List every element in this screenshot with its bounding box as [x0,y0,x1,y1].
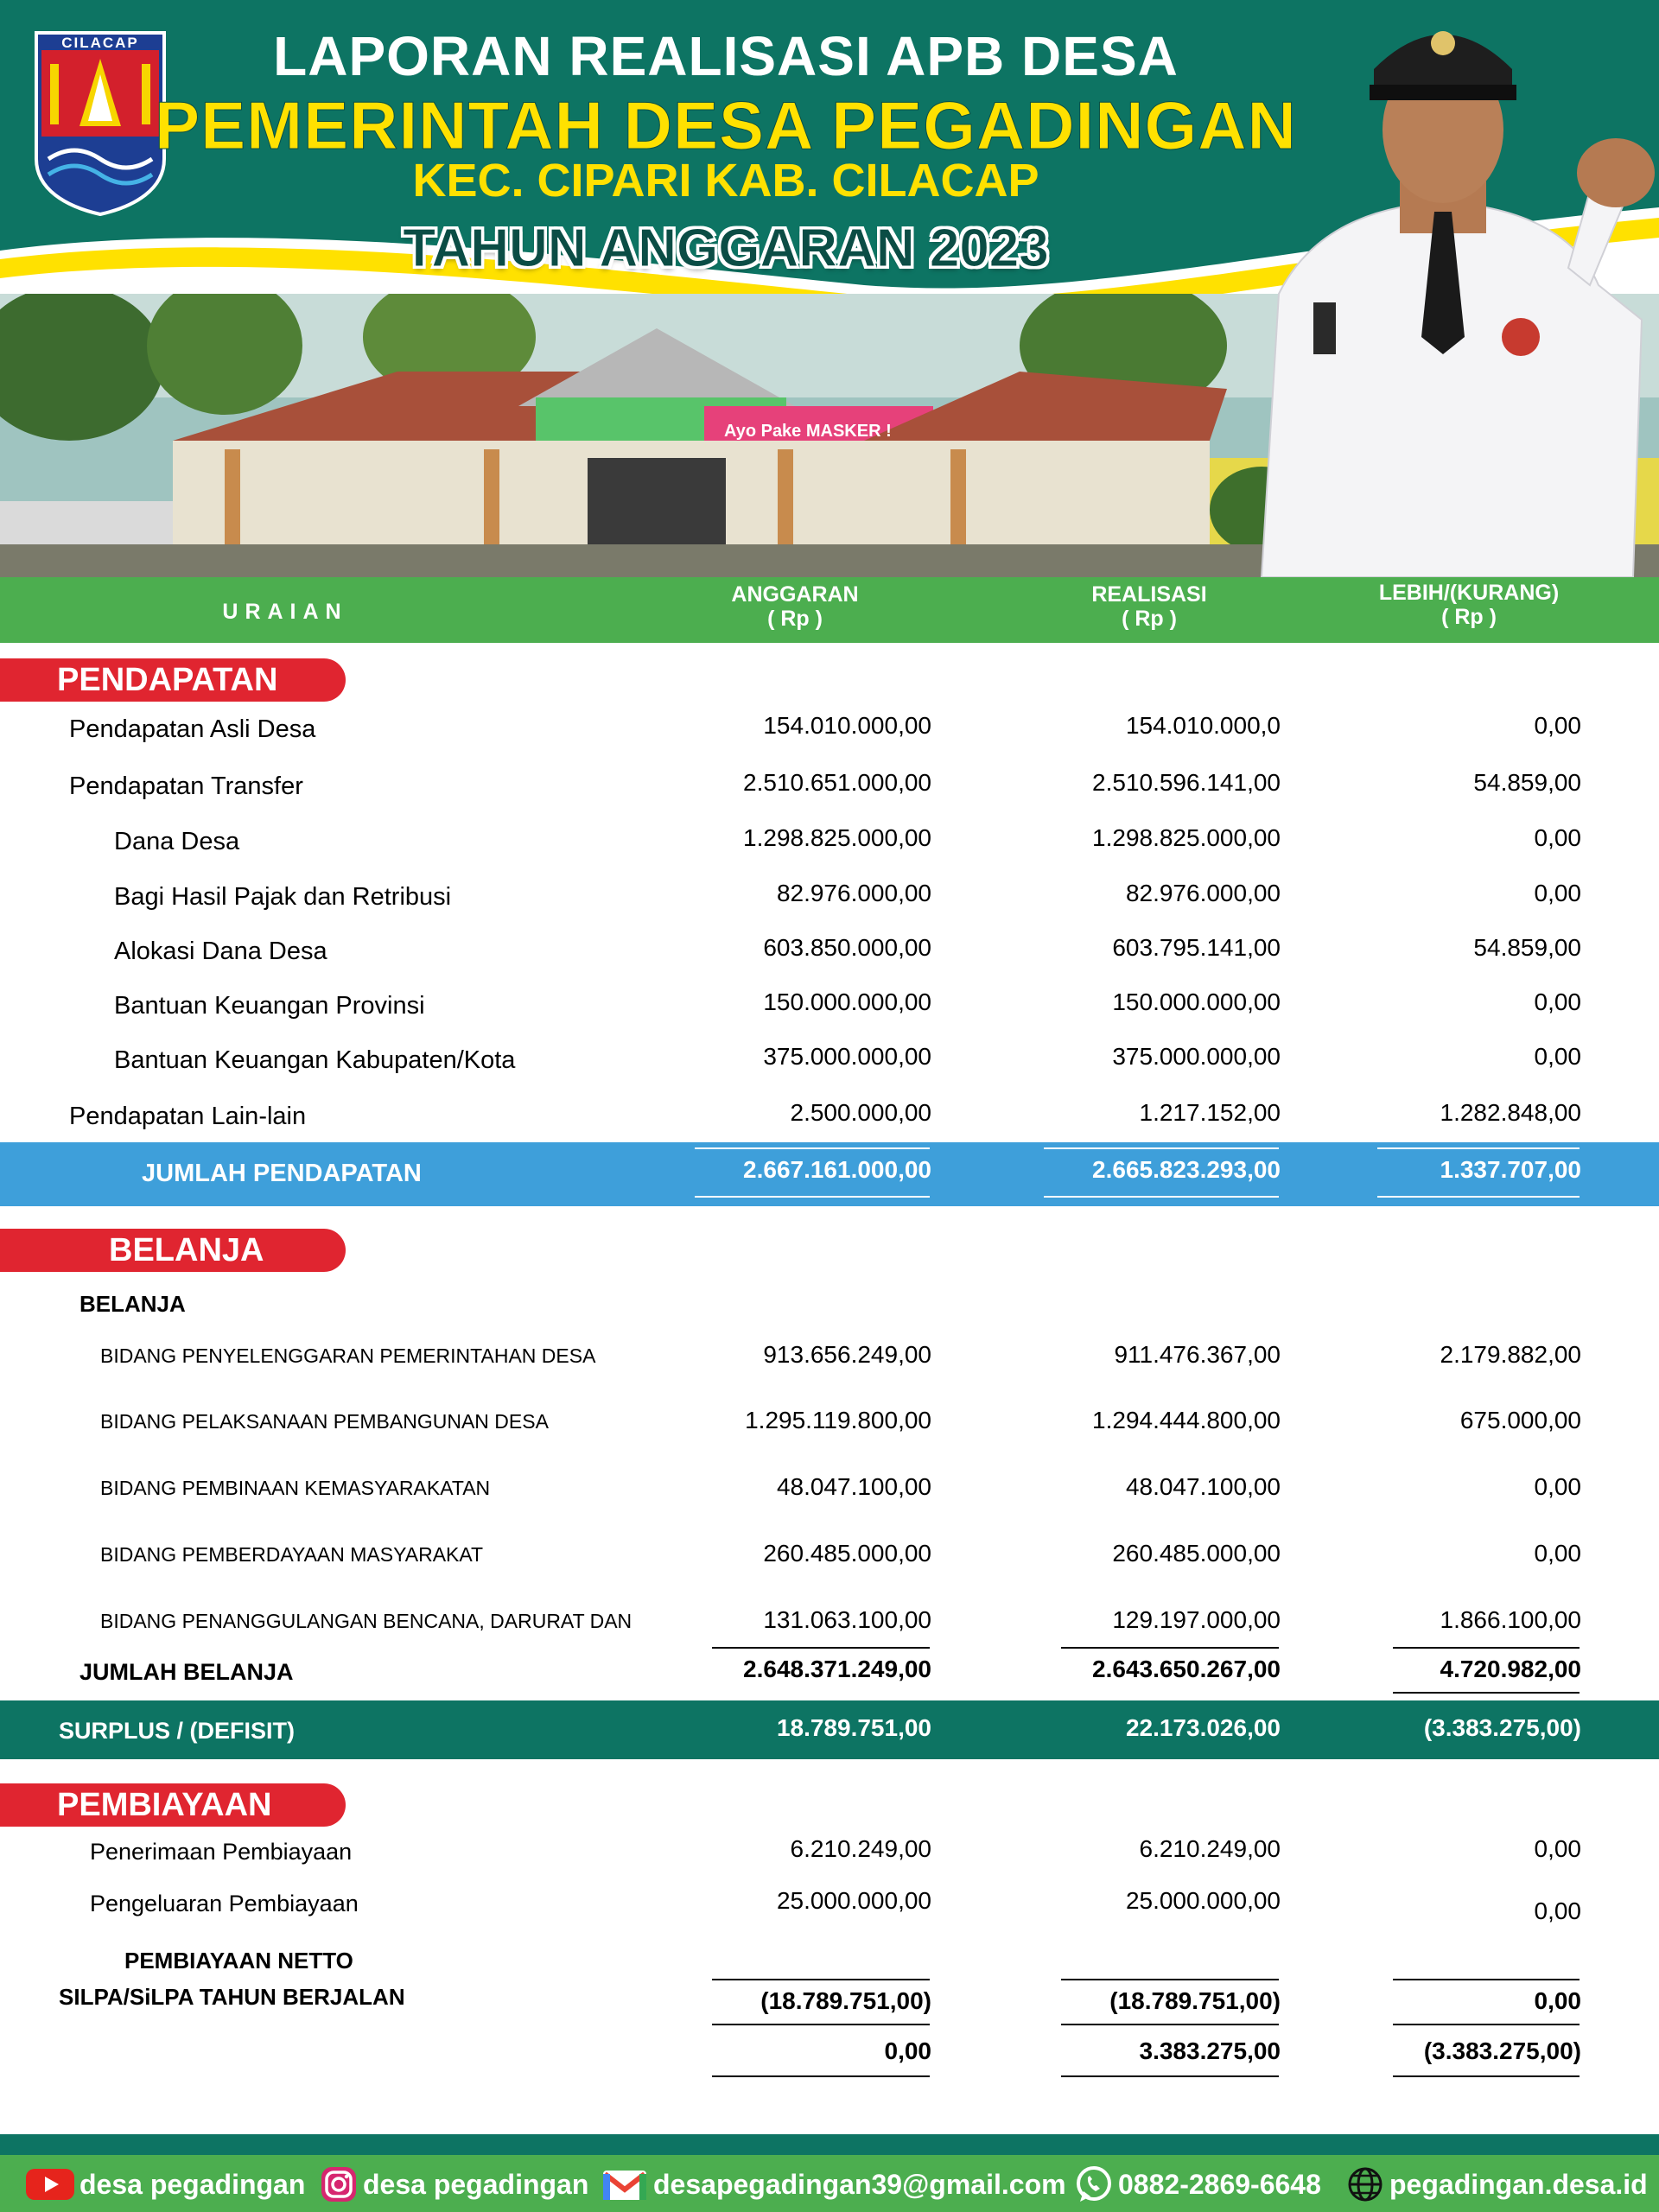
instagram-link[interactable] [320,2167,588,2202]
footer-stripe [0,2134,1659,2155]
underline [1393,1692,1580,1694]
row-label: Pengeluaran Pembiayaan [90,1891,359,1916]
selisih-value: 1.866.100,00 [1440,1606,1581,1633]
footer [0,2155,1659,2212]
underline [712,1647,930,1649]
email-address: desapegadingan39@gmail.com [653,2168,1066,2200]
underline [1044,1147,1279,1149]
anggaran-value: (18.789.751,00) [760,1987,931,2014]
silpa-label-row [0,1984,1659,2018]
row-label: Dana Desa [114,828,240,855]
underline [1044,1196,1279,1198]
underline [1061,2075,1279,2077]
realisasi-value: 603.795.141,00 [1112,934,1281,961]
selisih-value: 1.282.848,00 [1440,1099,1581,1126]
row-label: Bagi Hasil Pajak dan Retribusi [114,883,452,911]
whatsapp-icon [1075,2165,1113,2203]
selisih-value: 0,00 [1534,712,1581,739]
row-label: BIDANG PENYELENGGARAN PEMERINTAHAN DESA [100,1344,596,1367]
pembiayaan-netto-label-row [0,1948,1659,1982]
realisasi-value: (18.789.751,00) [1109,1987,1281,2014]
anggaran-value: 82.976.000,00 [776,880,931,906]
selisih-value: 0,00 [1534,1540,1581,1567]
realisasi-value: 129.197.000,00 [1112,1606,1281,1633]
youtube-handle: desa pegadingan [79,2168,306,2200]
realisasi-value: 48.047.100,00 [1125,1473,1281,1500]
selisih-value: 4.720.982,00 [1440,1656,1581,1682]
realisasi-value: 911.476.367,00 [1114,1341,1281,1368]
row-label: Pendapatan Transfer [69,772,303,800]
whatsapp-number: 0882-2869-6648 [1118,2168,1321,2200]
email-link[interactable] [601,2167,1066,2202]
anggaran-value: 2.510.651.000,00 [743,769,931,796]
underline [695,1147,930,1149]
column-header-lebih-kurang [1348,581,1590,629]
selisih-value: 0,00 [1534,1043,1581,1070]
underline [695,1196,930,1198]
anggaran-value: 2.500.000,00 [790,1099,931,1126]
column-header-lebih-label: LEBIH/(KURANG) [1378,581,1560,605]
village-government-title: PEMERINTAH DESA PEGADINGAN [155,87,1297,163]
selisih-value: 0,00 [1534,880,1581,906]
underline [1393,2024,1580,2025]
youtube-link[interactable] [26,2167,305,2202]
selisih-value: 675.000,00 [1459,1407,1581,1433]
realisasi-value: 1.217.152,00 [1139,1099,1281,1126]
header [0,0,1659,577]
table-row [0,1341,1659,1379]
selisih-value: (3.383.275,00) [1423,1714,1581,1741]
realisasi-value: 375.000.000,00 [1112,1043,1281,1070]
anggaran-value: 154.010.000,00 [763,712,931,739]
row-label: Pendapatan Lain-lain [69,1103,307,1130]
realisasi-value: 2.510.596.141,00 [1092,769,1281,796]
selisih-value: (3.383.275,00) [1423,2037,1581,2064]
underline [1393,1647,1580,1649]
silpa-row [0,2037,1659,2075]
anggaran-value: 260.485.000,00 [763,1540,931,1567]
anggaran-value: 18.789.751,00 [776,1714,931,1741]
row-label: Pendapatan Asli Desa [69,715,316,743]
column-header-realisasi [1046,582,1253,631]
realisasi-value: 3.383.275,00 [1139,2037,1281,2064]
underline [1377,1196,1580,1198]
selisih-value: 0,00 [1534,824,1581,851]
underline [712,2075,930,2077]
underline [1061,1979,1279,1980]
instagram-icon [320,2165,358,2203]
table-row [0,880,1659,918]
table-row [0,1606,1659,1644]
anggaran-value: 150.000.000,00 [763,988,931,1015]
anggaran-value: 913.656.249,00 [763,1341,931,1368]
table-row [0,769,1659,807]
selisih-value: 0,00 [1534,1987,1581,2014]
row-label: BIDANG PEMBERDAYAAN MASYARAKAT [100,1543,484,1566]
section-title-pembiayaan: PEMBIAYAAN [0,1783,346,1827]
column-header-realisasi-label: REALISASI [1091,582,1207,607]
realisasi-value: 1.298.825.000,00 [1092,824,1281,851]
selisih-value: 0,00 [1534,1897,1581,1924]
table-row [0,934,1659,972]
underline [712,2024,930,2025]
anggaran-value: 603.850.000,00 [763,934,931,961]
fiscal-year-title: TAHUN ANGGARAN 2023 [403,219,1049,278]
belanja-subheading [0,1291,1659,1325]
selisih-value: 0,00 [1534,988,1581,1015]
realisasi-value: 82.976.000,00 [1125,880,1281,906]
selisih-value: 2.179.882,00 [1440,1341,1581,1368]
column-header-lebih-unit: ( Rp ) [1441,605,1497,629]
row-label: BIDANG PELAKSANAAN PEMBANGUNAN DESA [100,1410,549,1433]
underline [1393,1979,1580,1980]
underline [1061,1647,1279,1649]
table-row [0,712,1659,750]
column-header-realisasi-unit: ( Rp ) [1122,607,1177,631]
anggaran-value: 2.667.161.000,00 [743,1156,931,1183]
anggaran-value: 1.295.119.800,00 [745,1407,931,1433]
row-label: Bantuan Keuangan Provinsi [114,992,425,1020]
column-header-anggaran [691,582,899,631]
realisasi-value: 2.665.823.293,00 [1092,1156,1281,1183]
table-row [0,1887,1659,1925]
anggaran-value: 131.063.100,00 [763,1606,931,1633]
logo-text: CILACAP [61,35,139,51]
table-row [0,1540,1659,1578]
section-title-belanja: BELANJA [0,1229,346,1272]
column-header-anggaran-unit: ( Rp ) [767,607,823,631]
anggaran-value: 1.298.825.000,00 [743,824,931,851]
row-label: Bantuan Keuangan Kabupaten/Kota [114,1046,516,1074]
realisasi-value: 25.000.000,00 [1125,1887,1281,1914]
table-row [0,988,1659,1027]
row-label: BELANJA [79,1291,186,1317]
anggaran-value: 0,00 [884,2037,931,2064]
globe-icon [1346,2165,1384,2203]
youtube-icon [26,2167,74,2202]
realisasi-value: 6.210.249,00 [1139,1835,1281,1862]
column-header-anggaran-label: ANGGARAN [731,582,859,607]
anggaran-value: 6.210.249,00 [790,1835,931,1862]
report-title: LAPORAN REALISASI APB DESA [273,25,1179,87]
row-label: JUMLAH PENDAPATAN [142,1160,422,1187]
selisih-value: 0,00 [1534,1835,1581,1862]
underline [1377,1147,1580,1149]
village-head-photo [1227,9,1659,577]
selisih-value: 54.859,00 [1473,934,1581,961]
table-row [0,1099,1659,1137]
table-row [0,824,1659,862]
district-subtitle: KEC. CIPARI KAB. CILACAP [412,155,1039,207]
instagram-handle: desa pegadingan [363,2168,589,2200]
underline [1393,2075,1580,2077]
selisih-value: 54.859,00 [1473,769,1581,796]
realisasi-value: 154.010.000,0 [1125,712,1281,739]
table-row [0,1407,1659,1445]
section-title-pendapatan: PENDAPATAN [0,658,346,702]
underline [712,1979,930,1980]
realisasi-value: 260.485.000,00 [1112,1540,1281,1567]
total-pendapatan-row [0,1156,1659,1194]
column-header-uraian: URAIAN [222,600,348,624]
row-label: SILPA/SiLPA TAHUN BERJALAN [59,1984,405,2010]
table-row [0,1043,1659,1081]
realisasi-value: 1.294.444.800,00 [1092,1407,1281,1433]
anggaran-value: 48.047.100,00 [776,1473,931,1500]
gmail-icon [601,2167,648,2202]
website-link[interactable] [1346,2167,1648,2202]
row-label: SURPLUS / (DEFISIT) [59,1718,296,1744]
total-belanja-row [0,1656,1659,1694]
selisih-value: 0,00 [1534,1473,1581,1500]
website-url: pegadingan.desa.id [1389,2168,1648,2200]
anggaran-value: 375.000.000,00 [763,1043,931,1070]
anggaran-value: 2.648.371.249,00 [743,1656,931,1682]
selisih-value: 1.337.707,00 [1440,1156,1581,1183]
row-label: BIDANG PEMBINAAN KEMASYARAKATAN [100,1477,491,1499]
row-label: PEMBIAYAAN NETTO [124,1948,353,1974]
row-label: Alokasi Dana Desa [114,938,327,965]
realisasi-value: 150.000.000,00 [1112,988,1281,1015]
table-row [0,1473,1659,1511]
row-label: Penerimaan Pembiayaan [90,1839,353,1865]
realisasi-value: 22.173.026,00 [1125,1714,1281,1741]
surplus-row [0,1714,1659,1752]
banner-text: Ayo Pake MASKER ! [724,422,892,441]
table-header [0,577,1659,643]
underline [1061,2024,1279,2025]
whatsapp-link[interactable] [1075,2167,1321,2202]
row-label: JUMLAH BELANJA [79,1659,294,1685]
anggaran-value: 25.000.000,00 [776,1887,931,1914]
row-label: BIDANG PENANGGULANGAN BENCANA, DARURAT DAN [100,1610,632,1632]
table-row [0,1835,1659,1873]
realisasi-value: 2.643.650.267,00 [1092,1656,1281,1682]
